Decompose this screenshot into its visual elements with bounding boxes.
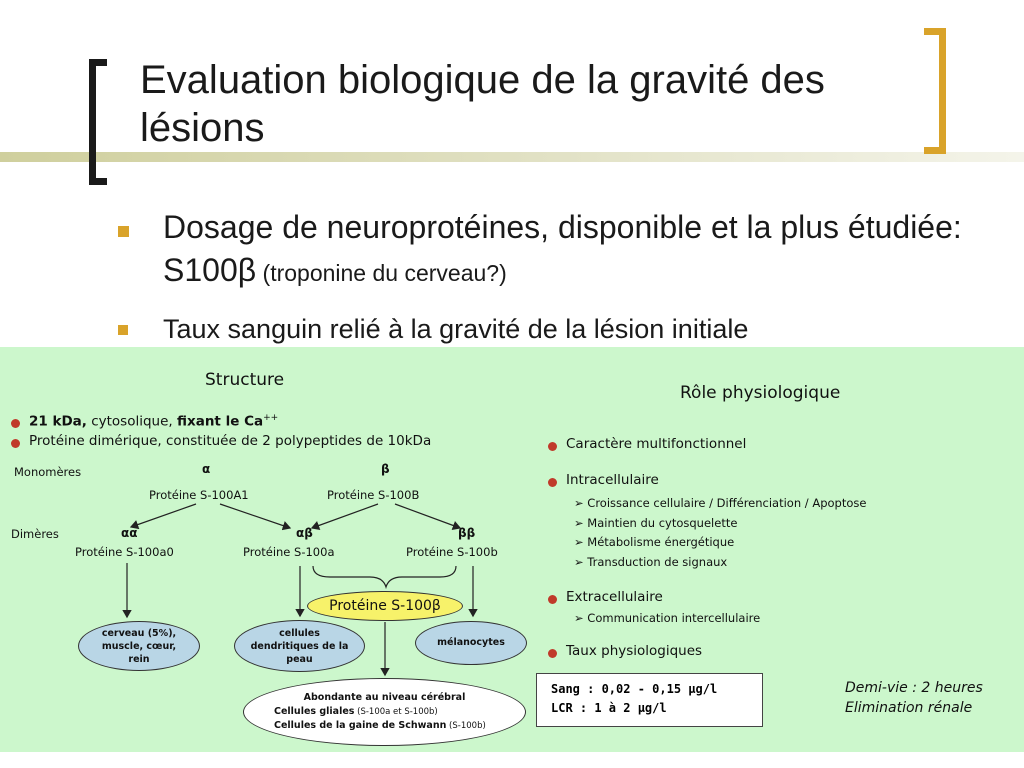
s100-figure: [0, 347, 1024, 752]
bullet-square-icon: [118, 226, 129, 237]
csf-level: LCR : 1 à 2 µg/l: [551, 701, 667, 715]
slide-title: Evaluation biologique de la gravité des lésions: [140, 58, 825, 150]
bullet-2: Taux sanguin relié à la gravité de la lésion initiale: [163, 314, 749, 344]
intracellular-sub-3-text: Métabolisme énergétique: [587, 535, 735, 549]
intracellular-sub-1: ➢ Croissance cellulaire / Différenciation / Apoptose: [574, 496, 867, 510]
left-bracket-decoration: [89, 59, 107, 185]
protein-s100b-dimer: Protéine S-100b: [406, 545, 498, 559]
intracellular-sub-1-text: Croissance cellulaire / Différenciation / Apoptose: [587, 496, 867, 510]
blood-levels-box: [536, 673, 763, 727]
structure-point-2: Protéine dimérique, constituée de 2 polypeptides de 10kDa: [29, 433, 432, 449]
half-life-note: [845, 678, 983, 718]
extracellular-sub-1-text: Communication intercellulaire: [587, 611, 761, 625]
ellipse-tissues: cerveau (5%), muscle, cœur, rein: [78, 621, 200, 671]
bullet-1-main: Dosage de neuroprotéines, disponible et la plus étudiée: S100β: [163, 209, 962, 288]
red-dot-icon: [548, 649, 557, 658]
role-item-extracellular: Extracellulaire: [566, 589, 663, 605]
ellipse-cerebral: [243, 678, 526, 746]
schwann-cells: Cellules de la gaine de Schwann: [274, 720, 447, 731]
structure-point-1-sup: ++: [263, 413, 279, 423]
beta-label: β: [381, 462, 390, 476]
extracellular-sub-1: ➢ Communication intercellulaire: [574, 611, 761, 625]
intracellular-sub-2-text: Maintien du cytosquelette: [587, 516, 738, 530]
intracellular-sub-3: ➢ Métabolisme énergétique: [574, 535, 735, 549]
red-dot-icon: [548, 442, 557, 451]
intracellular-sub-2: ➢ Maintien du cytosquelette: [574, 516, 738, 530]
half-life-text: Demi-vie : 2 heures: [845, 680, 983, 696]
structure-heading: Structure: [205, 370, 285, 390]
intracellular-sub-4: ➢ Transduction de signaux: [574, 555, 728, 569]
role-item-levels: Taux physiologiques: [566, 643, 703, 659]
red-dot-icon: [548, 478, 557, 487]
glial-cells: Cellules gliales: [274, 706, 355, 717]
intracellular-sub-4-text: Transduction de signaux: [587, 555, 728, 569]
protein-s100a0: Protéine S-100a0: [75, 545, 174, 559]
monomeres-label: Monomères: [14, 465, 82, 479]
structure-point-1-calcium: fixant le Ca: [177, 413, 264, 430]
elimination-text: Elimination rénale: [845, 700, 973, 716]
bullet-1: [163, 206, 963, 295]
bullet-square-icon: [118, 325, 128, 335]
ellipse-dendritic-cells: cellules dendritiques de la peau: [234, 620, 365, 672]
structure-point-1-kda: 21 kDa,: [29, 413, 87, 430]
red-dot-icon: [548, 595, 557, 604]
title-underline: [0, 152, 1024, 162]
glial-cells-note: (S-100a et S-100b): [354, 707, 438, 717]
alpha-beta-label: αβ: [296, 526, 313, 540]
cerebral-line-2: [274, 705, 438, 719]
cerebral-line-3: [274, 719, 486, 733]
ellipse-melanocytes: mélanocytes: [415, 621, 527, 665]
role-item-intracellular: Intracellulaire: [566, 472, 659, 488]
protein-s100a1: Protéine S-100A1: [149, 488, 249, 502]
schwann-cells-note: (S-100b): [446, 721, 486, 731]
cerebral-line-1: Abondante au niveau cérébral: [303, 692, 466, 703]
structure-point-1: [29, 413, 278, 430]
bullet-1-small: (troponine du cerveau?): [256, 260, 507, 286]
red-dot-icon: [11, 419, 20, 428]
beta-beta-label: ββ: [458, 526, 476, 540]
s100-beta-highlight: Protéine S-100β: [307, 591, 463, 621]
structure-point-1-cyto: cytosolique,: [86, 413, 177, 430]
protein-s100b: Protéine S-100B: [327, 488, 420, 502]
red-dot-icon: [11, 439, 20, 448]
dimeres-label: Dimères: [11, 527, 59, 541]
protein-s100a: Protéine S-100a: [243, 545, 335, 559]
alpha-alpha-label: αα: [121, 526, 138, 540]
alpha-label: α: [202, 462, 211, 476]
blood-level: Sang : 0,02 - 0,15 µg/l: [551, 682, 718, 696]
role-item-multifunction: Caractère multifonctionnel: [566, 436, 747, 452]
role-heading: Rôle physiologique: [680, 383, 841, 403]
